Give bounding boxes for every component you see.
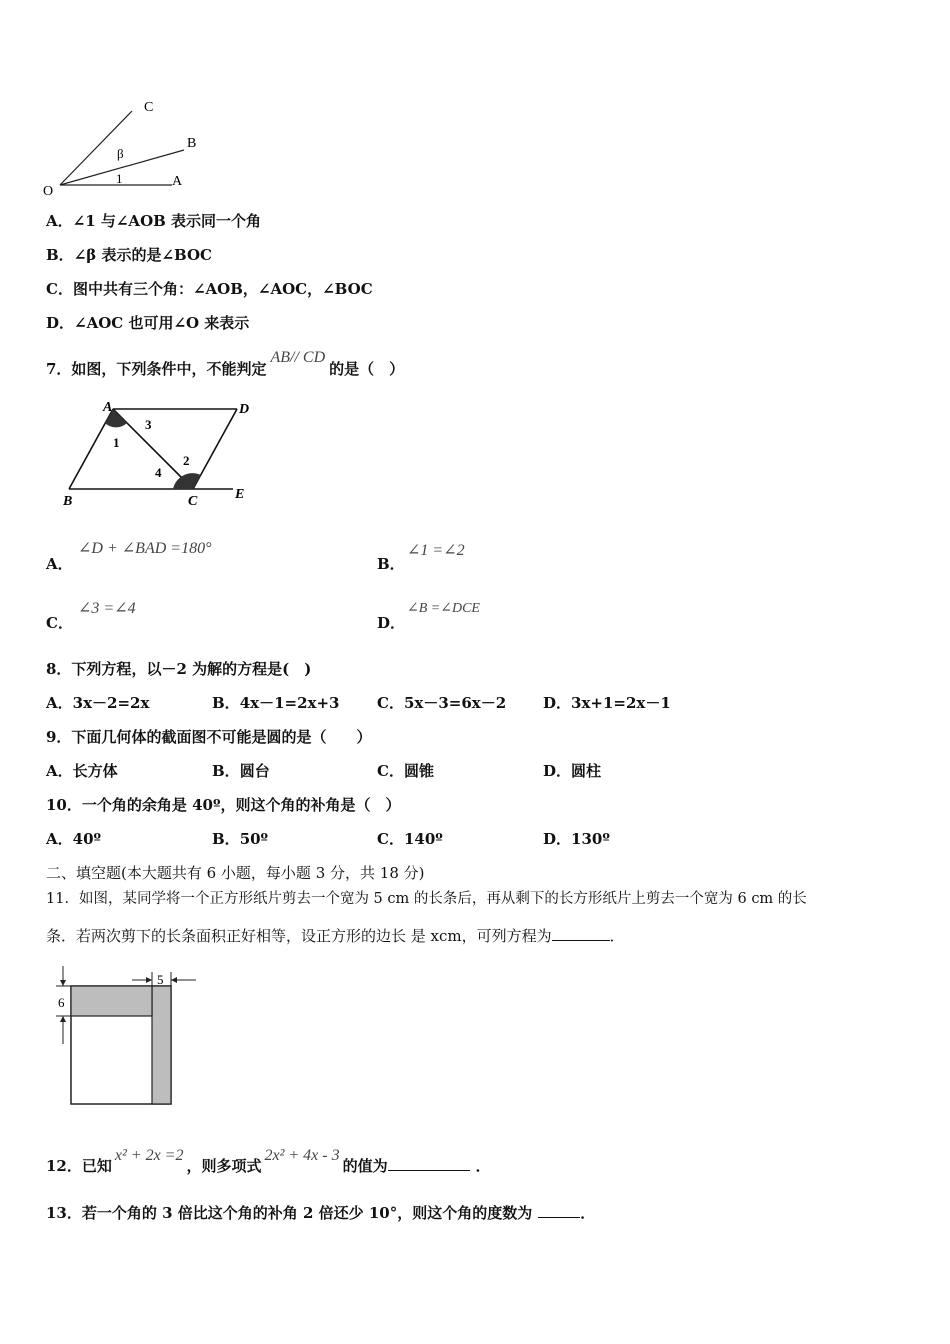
label-e: E bbox=[235, 487, 245, 502]
q9-option-a: A．长方体 bbox=[46, 762, 118, 780]
q8-option-d: D．3x+1=2x－1 bbox=[543, 694, 671, 712]
q6-option-a: A．∠1 与∠AOB 表示同一个角 bbox=[46, 212, 262, 230]
label-1: 1 bbox=[113, 435, 120, 450]
q7-option-a: A． bbox=[46, 555, 73, 573]
arrowhead-left-5 bbox=[146, 977, 152, 983]
label-b: B bbox=[187, 136, 197, 151]
section-heading: 二、填空题(本大题共有 6 小题，每小题 3 分，共 18 分) bbox=[46, 864, 425, 882]
label-beta: β bbox=[117, 146, 124, 161]
arrowhead-bottom-6 bbox=[60, 1016, 66, 1022]
strip-6cm bbox=[71, 986, 152, 1016]
label-6: 6 bbox=[58, 995, 65, 1010]
q9-option-b: B．圆台 bbox=[212, 762, 270, 780]
q10-option-c: C．140º bbox=[377, 830, 443, 848]
q8-option-b: B．4x－1=2x+3 bbox=[212, 694, 340, 712]
q7-question: 7．如图，下列条件中，不能判定AB// CD的是（ ） bbox=[46, 349, 405, 378]
parallelogram-figure bbox=[55, 395, 265, 510]
strip-5cm bbox=[152, 986, 171, 1104]
arrowhead-right-5 bbox=[171, 977, 177, 983]
q12-question: 12．已知x² + 2x =2，则多项式2x² + 4x - 3的值为 ． bbox=[46, 1147, 491, 1175]
label-c: C bbox=[144, 100, 154, 115]
q10-option-d: D．130º bbox=[543, 830, 610, 848]
q7-option-c: C． bbox=[46, 614, 73, 632]
label-a: A bbox=[103, 400, 113, 415]
q10-option-b: B．50º bbox=[212, 830, 269, 848]
label-o: O bbox=[43, 184, 54, 199]
q10-question: 10．一个角的余角是 40º，则这个角的补角是（ ） bbox=[46, 796, 401, 814]
angle-figure bbox=[40, 95, 210, 200]
label-b: B bbox=[63, 494, 73, 509]
square-figure bbox=[48, 962, 208, 1112]
q7-option-c-math: ∠3 =∠4 bbox=[78, 600, 136, 617]
q11-line2: 条．若两次剪下的长条面积正好相等，设正方形的边长 是 xcm，可列方程为 ． bbox=[46, 927, 625, 945]
q7-option-b-math: ∠1 =∠2 bbox=[407, 542, 465, 559]
label-3: 3 bbox=[145, 417, 152, 432]
q6-option-d: D．∠AOC 也可用∠O 来表示 bbox=[46, 314, 250, 332]
label-d: D bbox=[239, 402, 250, 417]
q8-option-a: A．3x－2=2x bbox=[46, 694, 150, 712]
q7-option-a-math: ∠D + ∠BAD =180° bbox=[78, 540, 212, 557]
q6-option-b: B．∠β 表示的是∠BOC bbox=[46, 246, 212, 264]
q8-option-c: C．5x－3=6x－2 bbox=[377, 694, 507, 712]
q10-option-a: A．40º bbox=[46, 830, 102, 848]
q12-answer-blank[interactable] bbox=[388, 1156, 470, 1171]
q7-option-b: B． bbox=[377, 555, 405, 573]
angle-mark-c bbox=[173, 473, 201, 489]
q7-option-d: D． bbox=[377, 614, 406, 632]
q9-question: 9．下面几何体的截面图不可能是圆的是（ ） bbox=[46, 728, 372, 746]
q8-question: 8．下列方程，以－2 为解的方程是( ) bbox=[46, 660, 312, 678]
label-one: 1 bbox=[116, 171, 123, 186]
label-4: 4 bbox=[155, 465, 162, 480]
q11-line1: 11．如图，某同学将一个正方形纸片剪去一个宽为 5 cm 的长条后，再从剩下的长方形纸片上剪去一个宽为 6 cm 的长 bbox=[46, 891, 807, 907]
label-2: 2 bbox=[183, 453, 190, 468]
q11-answer-blank[interactable] bbox=[552, 926, 610, 941]
q9-option-d: D．圆柱 bbox=[543, 762, 602, 780]
arrowhead-top-6 bbox=[60, 980, 66, 986]
q13-answer-blank[interactable] bbox=[538, 1203, 580, 1218]
label-5: 5 bbox=[157, 972, 164, 987]
label-a: A bbox=[172, 174, 183, 189]
q13-question: 13．若一个角的 3 倍比这个角的补角 2 倍还少 10°，则这个角的度数为 ． bbox=[46, 1204, 596, 1222]
q7-option-d-math: ∠B =∠DCE bbox=[407, 601, 480, 616]
label-c: C bbox=[188, 494, 198, 509]
q6-option-c: C．图中共有三个角：∠AOB，∠AOC，∠BOC bbox=[46, 280, 373, 298]
q9-option-c: C．圆锥 bbox=[377, 762, 434, 780]
